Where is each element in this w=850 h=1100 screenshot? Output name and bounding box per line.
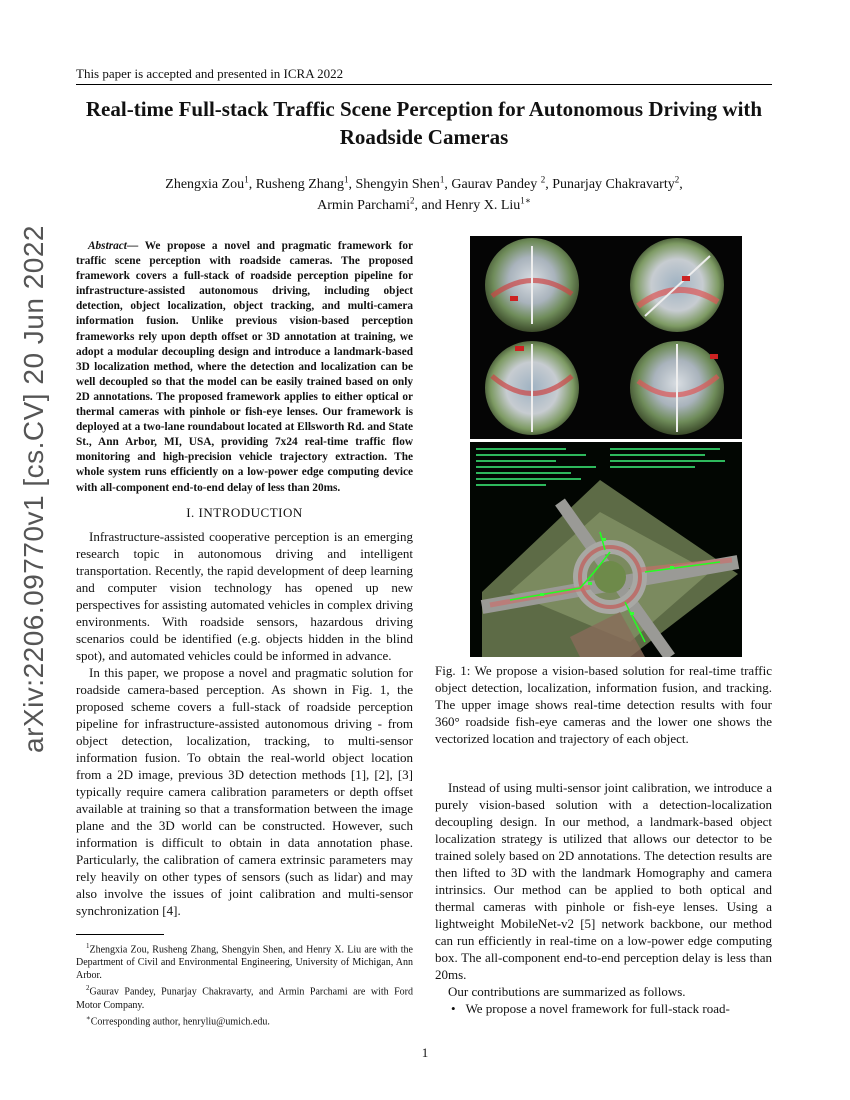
- abstract-lead: Abstract: [88, 240, 127, 252]
- aerial-map-plane: [482, 480, 738, 657]
- fisheye-grid-image: [470, 236, 742, 439]
- bullet-dot: •: [451, 1001, 456, 1016]
- intro-paragraph-1: Infrastructure-assisted cooperative perception is an emerging research topic in autonomous driving and intelligent transportation. Recently, the rapid development of deep learning and computer vision technology has opened up new perspectives for assisting automated vehicles in complex driving environments. With roadside sensors, hazardous driving scenarios could be identified (e.g. objects hidden in the blind spot), and automated vehicles could be informed in advance.: [76, 529, 413, 663]
- footnote-rule: [76, 934, 164, 935]
- section-heading-introduction: I. INTRODUCTION: [186, 505, 303, 520]
- terminal-log-text: [476, 448, 725, 486]
- footnotes: [76, 940, 413, 1028]
- bullet-text: We propose a novel framework for full-stack road-: [465, 1001, 730, 1016]
- header-rule: [76, 84, 772, 85]
- author-list: [76, 174, 772, 216]
- fisheye-camera-1: [485, 238, 579, 332]
- abstract-text: — We propose a novel and pragmatic framework for traffic scene perception with roadside cameras. The proposed framework covers a full-stack of roadside perception pipeline for infrastructure-assisted autonomous driving, including object detection, object localization, object tracking, and multi-camera information fusion. Unlike previous vision-based perception frameworks rely upon depth offset or 3D annotation at training, we adopt a modular decoupling design and introduce a landmark-based 3D localization method, where the detection and localization can be well decoupled so that the model can be easily trained based on only 2D annotations. The proposed framework applies to either optical or thermal cameras with pinhole or fish-eye lenses. Our framework is deployed at a two-lane roundabout located at Ellsworth Rd. and State St., Ann Arbor, MI, USA, providing 7x24 real-time traffic flow monitoring and high-precision vehicle trajectory extraction. The whole system runs efficiently on a low-power edge computing device with all-component end-to-end delay of less than 20ms.: [76, 240, 413, 494]
- contribution-bullet-1: [451, 1000, 772, 1017]
- arxiv-stamp: arXiv:2206.09770v1 [cs.CV] 20 Jun 2022: [18, 224, 49, 753]
- paper-title: Real-time Full-stack Traffic Scene Perception for Autonomous Driving with Roadside Cameras: [85, 97, 763, 149]
- figure-caption: Fig. 1: We propose a vision-based solution for real-time traffic object detection, localization, information fusion, and tracking. The upper image shows real-time detection results with four 360° roadside fish-eye cameras and the lower one shows the vectorized location and trajectory of each object.: [435, 663, 772, 746]
- figure-fisheye-views: [470, 236, 742, 439]
- bev-map-image: [470, 442, 742, 657]
- intro-paragraph-2: In this paper, we propose a novel and pragmatic solution for roadside camera-based perception. As shown in Fig. 1, the proposed scheme covers a full-stack of roadside perception pipeline for infrastructure-assisted autonomous driving - from object detection, localization, tracking, to multi-sensor information fusion. To obtain the real-world object location from a 2D image, previous 3D detection methods [1], [2], [3] typically require camera calibration parameters or depth offset available at training so that a transformation between the image plane and the 3D world can be constructed. However, such information is difficult to obtain in data annotation phase. Particularly, the calibration of camera extrinsic parameters may rely heavily on other types of sensors (such as lidar) and may also involve the issues of joint calibration and multi-sensor synchronization [4].: [76, 665, 413, 918]
- author-line-1: Zhengxia Zou$^1$, Rusheng Zhang$^1$, Shengyin Shen$^1$, Gaurav Pandey $^2$, Punarjay Chakravarty$^2$,: [165, 174, 683, 192]
- figure-bev-trajectory-map: [470, 442, 742, 657]
- author-line-2: Armin Parchami$^2$, and Henry X. Liu$^{1∗}$: [317, 195, 531, 213]
- fisheye-camera-3: [485, 341, 579, 435]
- right-column-body: [435, 779, 772, 1017]
- footnote-3: ∗Corresponding author, henryliu@umich.edu.: [86, 1013, 270, 1027]
- right-paragraph-2: Our contributions are summarized as follows.: [448, 984, 686, 999]
- footnote-2: $^2$Gaurav Pandey, Punarjay Chakravarty, and Armin Parchami are with Ford Motor Company.: [76, 984, 413, 1011]
- right-paragraph-1: Instead of using multi-sensor joint calibration, we introduce a purely vision-based solution with a detection-localization decoupling design. In our method, a landmark-based object localization strategy is utilized that allows our detector to be trained solely based on 2D annotations. The detection results are then lifted to 3D with the landmark Homography and camera intrinsics. Our method can be applied to both optical and thermal cameras with pinhole or fish-eye lenses. Using a lightweight MobileNet-v2 [5] network backbone, our method can run efficiently in real-time on a low-power edge computing box. The all-component end-to-end perception delay is less than 20ms.: [435, 780, 772, 982]
- fisheye-camera-2: [630, 238, 724, 332]
- abstract: [76, 239, 413, 496]
- page-number: 1: [421, 1045, 429, 1060]
- footnote-1: $^1$Zhengxia Zou, Rusheng Zhang, Shengyin Shen, and Henry X. Liu are with the Department of Civil and Environmental Engineering, University of Michigan, Ann Arbor.: [76, 942, 413, 982]
- introduction-body: [76, 528, 413, 919]
- header-note: This paper is accepted and presented in ICRA 2022: [76, 66, 344, 81]
- fisheye-camera-4: [630, 341, 724, 435]
